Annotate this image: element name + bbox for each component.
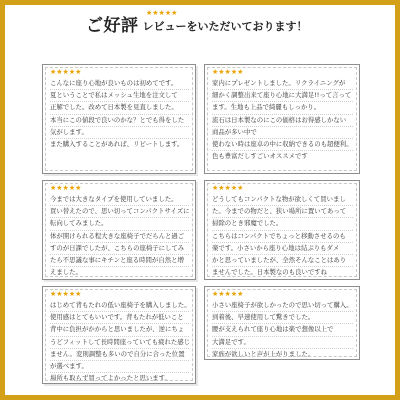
review-line: 今までは大きなタイプを使用していました。 <box>50 194 189 206</box>
review-line: たら不思議な事にキチンと座る時間が自然と増 <box>50 255 189 267</box>
review-line: 場所も取らず買ってよかったと思います。 <box>50 374 171 383</box>
review-line: 腰が支えられて座り心地は楽で想像以上で <box>212 324 353 336</box>
review-card-6 <box>204 286 360 360</box>
review-line: はじめて背もたれの低い座椅子を購入しました。 <box>50 300 189 312</box>
review-line: 家族が欲しいと声が上がりました。 <box>212 349 315 358</box>
review-card-4 <box>204 180 360 280</box>
review-line: 買い替えたので、思い切ってコンパクトサイズに <box>50 206 189 218</box>
review-line: 夏ということで私はメッシュ生地を注文して <box>50 90 189 102</box>
review-line: また購入することがあれば、リピートします。 <box>50 140 184 149</box>
header-rating-stars: ★★★★★ <box>146 9 178 17</box>
review-line: た。今までの物だと、狭い場所に置いてあって <box>212 206 353 218</box>
rating-stars: ★★★★★ <box>50 184 82 192</box>
review-line: 背中に負担がかからと思いましたが、逆にちょ <box>50 324 189 336</box>
review-line: こちらはコンパクトでちょっと移動させるのも <box>212 231 353 243</box>
review-line: 正解でした。改めて日本製を見直しました。 <box>50 102 189 114</box>
page-title-sub: レビューをいただいております！ <box>142 20 308 33</box>
review-line: 体が開けられる程大きな座椅子でだらんと過ご <box>50 231 189 243</box>
review-line: 家内にプレゼントしました。リクライニングが <box>212 78 353 90</box>
review-line: 使わない時は座卓の中に収納できるのも超便利。 <box>212 139 353 151</box>
review-line: 掃除のとき邪魔でした。 <box>212 218 353 230</box>
rating-stars: ★★★★★ <box>50 290 82 298</box>
review-line: ます。生地も上品で綺麗もしっかり。 <box>212 102 353 114</box>
review-line: 流石は日本製なのにこの価格はお得感しかない <box>212 115 353 127</box>
review-card-2 <box>204 64 360 174</box>
rating-stars: ★★★★★ <box>212 184 244 192</box>
review-line: 小さい座椅子が欲しかったので思い切って購入。 <box>212 300 353 312</box>
page-header <box>86 16 308 36</box>
review-line: 大満足です。 <box>212 337 353 349</box>
review-line: どうしてもコンパクトな物が欲しくて買いまし <box>212 194 353 206</box>
review-card-5 <box>42 286 196 384</box>
review-card-3 <box>42 180 196 280</box>
review-line: えました。 <box>50 268 82 277</box>
review-line: 色も豊富だしすごいオススメです <box>212 152 308 161</box>
review-line: 転向してみました。 <box>50 218 189 230</box>
review-card-1 <box>42 64 196 174</box>
review-line: こんなに座り心地が良いものは初めてです。 <box>50 78 189 90</box>
review-line: かと思っていましたが、全然そんなことはあり <box>212 255 353 267</box>
rating-stars: ★★★★★ <box>212 68 244 76</box>
review-line: ませんでした。日本製なのも良いですね <box>212 268 328 277</box>
review-line: 使用感はとてもいいです。背もたれが低いこと <box>50 312 189 324</box>
review-line: 到着後、早速使用して驚きでした。 <box>212 312 353 324</box>
rating-stars: ★★★★★ <box>212 290 244 298</box>
review-line: 楽です。小さいから座り心地は結ぶりもダメ <box>212 243 353 255</box>
review-line: 気がします。 <box>50 127 189 139</box>
review-line: 商品が多い中で <box>212 127 353 139</box>
review-line: ません。変則調整も多いので自分に合った位置 <box>50 349 189 361</box>
review-line: 本当にこの値段で良いのかな？とでも得をした <box>50 115 189 127</box>
review-line: すのが日課でしたが、こちらの座椅子にしてみ <box>50 243 189 255</box>
page-title-main: ご好評 <box>86 16 139 36</box>
review-line: が選べます。 <box>50 361 189 373</box>
review-line: うどフィットして長時間座っていても疲れた感じ <box>50 337 189 349</box>
review-line: 細かく調整出来て座り心地に大満足!!って言って <box>212 90 353 102</box>
rating-stars: ★★★★★ <box>50 68 82 76</box>
